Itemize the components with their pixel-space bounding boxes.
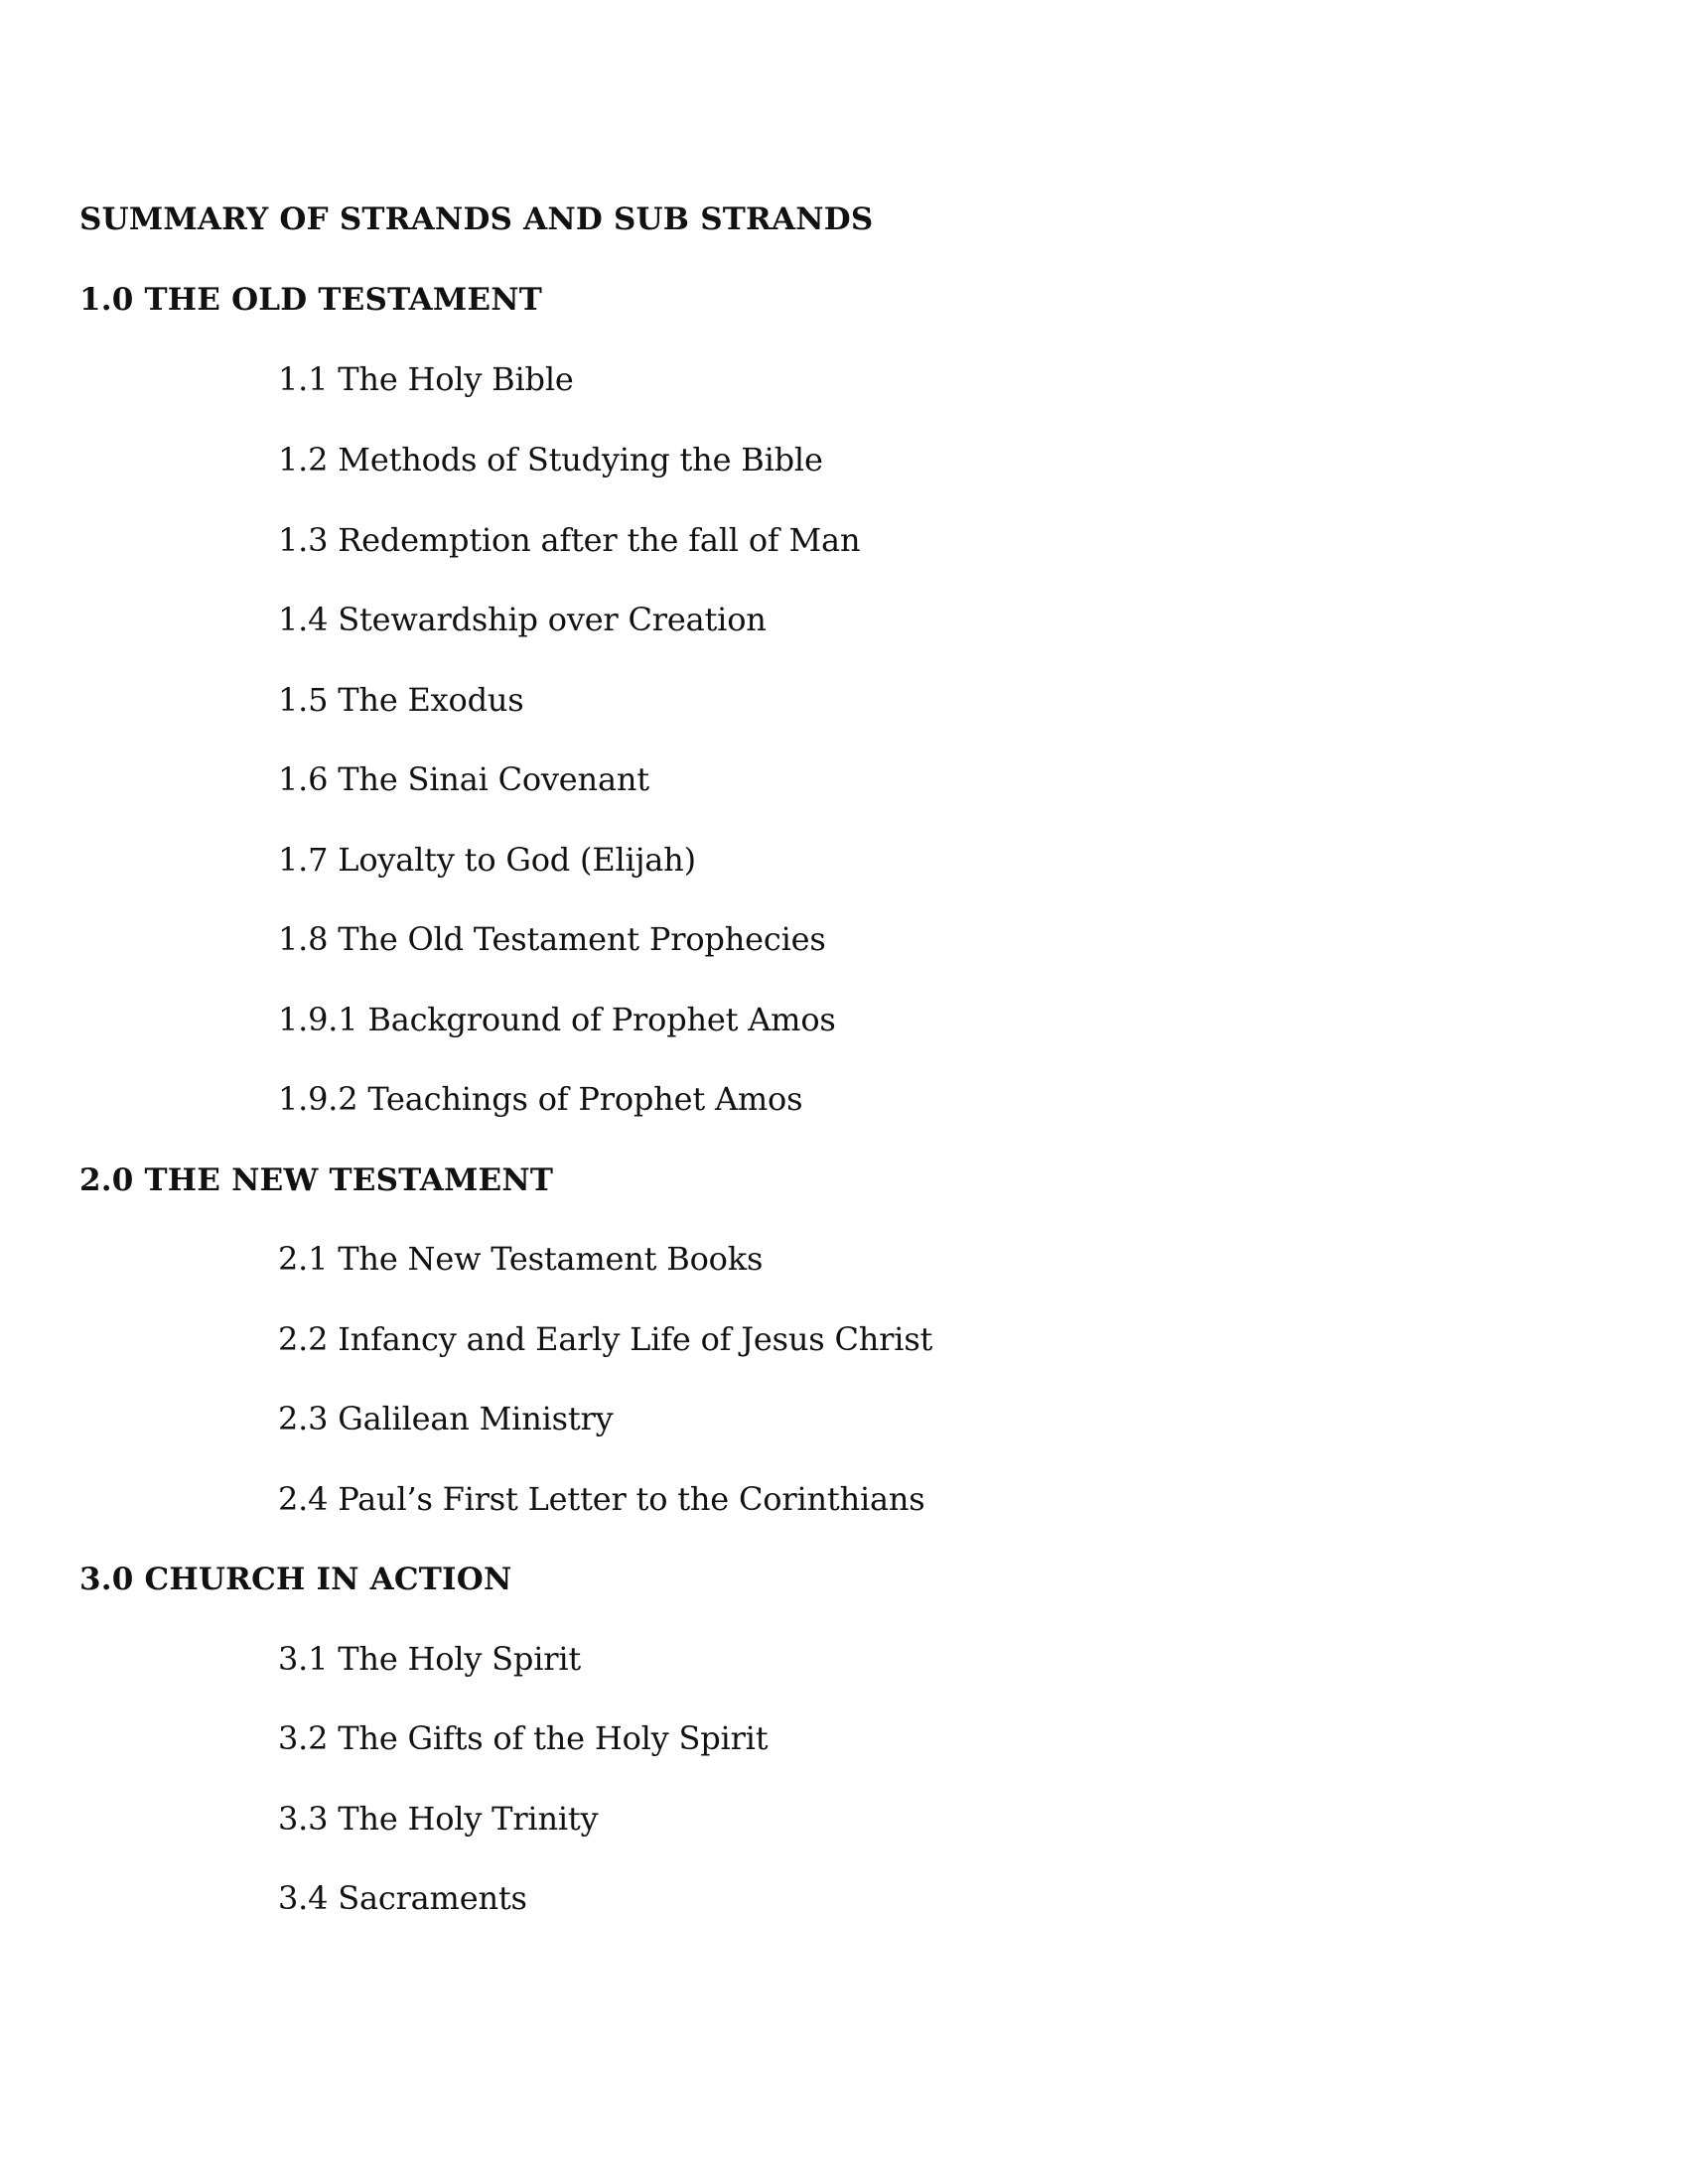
sub-strand-item: 1.5 The Exodus xyxy=(278,681,524,719)
sub-strand-item: 3.4 Sacraments xyxy=(278,1879,527,1917)
sub-strand-item: 2.1 The New Testament Books xyxy=(278,1240,764,1278)
sub-strand-item: 1.9.1 Background of Prophet Amos xyxy=(278,1001,836,1038)
strand-heading-new-testament: 2.0 THE NEW TESTAMENT xyxy=(79,1162,554,1198)
sub-strand-item: 1.8 The Old Testament Prophecies xyxy=(278,920,826,958)
sub-strand-item: 1.9.2 Teachings of Prophet Amos xyxy=(278,1080,803,1118)
strand-heading-church-in-action: 3.0 CHURCH IN ACTION xyxy=(79,1562,512,1597)
sub-strand-item: 2.3 Galilean Ministry xyxy=(278,1400,614,1437)
sub-strand-item: 1.7 Loyalty to God (Elijah) xyxy=(278,841,696,879)
strand-heading-old-testament: 1.0 THE OLD TESTAMENT xyxy=(79,282,543,318)
sub-strand-item: 1.6 The Sinai Covenant xyxy=(278,760,649,798)
sub-strand-item: 3.1 The Holy Spirit xyxy=(278,1640,582,1678)
sub-strand-item: 1.3 Redemption after the fall of Man xyxy=(278,521,861,559)
sub-strand-item: 1.4 Stewardship over Creation xyxy=(278,601,767,638)
sub-strand-item: 3.3 The Holy Trinity xyxy=(278,1800,599,1838)
sub-strand-item: 2.4 Paul’s First Letter to the Corinthians xyxy=(278,1480,925,1518)
sub-strand-item: 1.1 The Holy Bible xyxy=(278,360,574,398)
sub-strand-item: 3.2 The Gifts of the Holy Spirit xyxy=(278,1719,769,1757)
sub-strand-item: 2.2 Infancy and Early Life of Jesus Christ xyxy=(278,1320,933,1358)
sub-strand-item: 1.2 Methods of Studying the Bible xyxy=(278,441,823,478)
document-title: SUMMARY OF STRANDS AND SUB STRANDS xyxy=(79,202,874,237)
